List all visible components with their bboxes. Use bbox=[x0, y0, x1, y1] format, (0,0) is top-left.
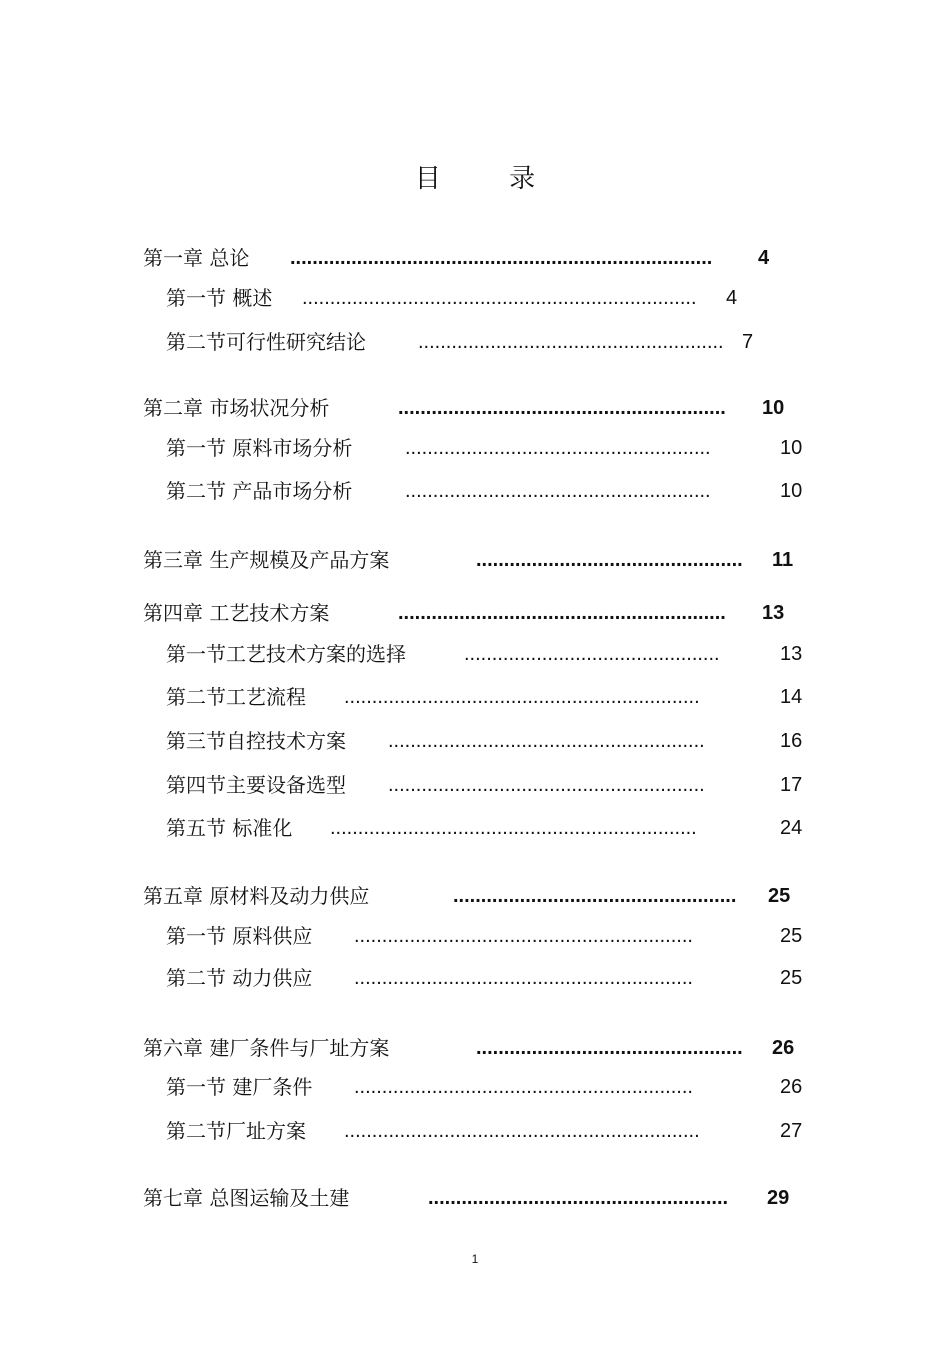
toc-page-number: 25 bbox=[780, 925, 803, 947]
toc-page-number: 10 bbox=[780, 437, 803, 459]
toc-leader-dots: ......................................................... bbox=[388, 730, 705, 752]
toc-entry-title: 第一节 原料市场分析 bbox=[166, 436, 353, 460]
toc-entry-title: 第一节 概述 bbox=[166, 286, 273, 310]
toc-section bbox=[166, 1117, 806, 1145]
toc-section bbox=[166, 727, 806, 755]
toc-leader-dots: ....................................................... bbox=[418, 331, 724, 353]
toc-leader-dots: ............................................................. bbox=[354, 925, 693, 947]
toc-chapter bbox=[143, 394, 803, 422]
toc-leader-dots: .............................................. bbox=[464, 643, 720, 665]
toc-leader-dots: ................................................... bbox=[453, 885, 737, 907]
toc-entry-title: 第二节可行性研究结论 bbox=[166, 330, 366, 354]
toc-entry-title: 第五章 原材料及动力供应 bbox=[143, 884, 370, 908]
toc-page-number: 17 bbox=[780, 774, 803, 796]
toc-section bbox=[166, 640, 806, 668]
toc-entry-title: 第二节 动力供应 bbox=[166, 966, 313, 990]
toc-entry-title: 第一节工艺技术方案的选择 bbox=[166, 642, 406, 666]
toc-leader-dots: ................................................................ bbox=[344, 1120, 700, 1142]
toc-entry-title: 第五节 标准化 bbox=[166, 816, 293, 840]
page-number: 1 bbox=[471, 1252, 479, 1266]
toc-page-number: 10 bbox=[780, 480, 803, 502]
toc-page-number: 16 bbox=[780, 730, 803, 752]
toc-page-number: 7 bbox=[742, 331, 754, 353]
toc-leader-dots: ................................................................ bbox=[344, 686, 700, 708]
toc-page-number: 14 bbox=[780, 686, 803, 708]
toc-leader-dots: ............................................................. bbox=[354, 1076, 693, 1098]
toc-page-number: 29 bbox=[767, 1187, 790, 1209]
toc-section bbox=[166, 814, 806, 842]
toc-entry-title: 第二节工艺流程 bbox=[166, 685, 306, 709]
toc-entry-title: 第一节 原料供应 bbox=[166, 924, 313, 948]
toc-leader-dots: ....................................................... bbox=[405, 480, 711, 502]
toc-title: 目 录 bbox=[414, 164, 566, 194]
toc-section bbox=[166, 434, 806, 462]
toc-page-number: 13 bbox=[762, 602, 785, 624]
toc-entry-title: 第七章 总图运输及土建 bbox=[143, 1186, 350, 1210]
toc-page-number: 11 bbox=[772, 549, 794, 571]
toc-page-number: 4 bbox=[726, 287, 738, 309]
toc-leader-dots: ......................................................... bbox=[388, 774, 705, 796]
toc-section bbox=[166, 1073, 806, 1101]
toc-page-number: 26 bbox=[780, 1076, 803, 1098]
toc-leader-dots: ............................................................................ bbox=[290, 247, 713, 269]
toc-page-number: 25 bbox=[780, 967, 803, 989]
toc-leader-dots: ................................................ bbox=[476, 1037, 743, 1059]
toc-chapter bbox=[143, 244, 783, 272]
toc-section bbox=[166, 964, 806, 992]
toc-entry-title: 第二节 产品市场分析 bbox=[166, 479, 353, 503]
toc-entry-title: 第四章 工艺技术方案 bbox=[143, 601, 330, 625]
toc-leader-dots: ........................................................... bbox=[398, 602, 726, 624]
toc-entry-title: 第六章 建厂条件与厂址方案 bbox=[143, 1036, 390, 1060]
toc-section bbox=[166, 328, 786, 356]
toc-entry-title: 第三章 生产规模及产品方案 bbox=[143, 548, 390, 572]
toc-page-number: 26 bbox=[772, 1037, 795, 1059]
toc-chapter bbox=[143, 599, 803, 627]
toc-page-number: 10 bbox=[762, 397, 785, 419]
toc-section bbox=[166, 922, 806, 950]
toc-entry-title: 第二节厂址方案 bbox=[166, 1119, 306, 1143]
toc-leader-dots: ....................................................... bbox=[405, 437, 711, 459]
toc-page-number: 27 bbox=[780, 1120, 803, 1142]
toc-section bbox=[166, 683, 806, 711]
toc-leader-dots: ...................................................... bbox=[428, 1187, 729, 1209]
toc-section bbox=[166, 477, 806, 505]
toc-entry-title: 第三节自控技术方案 bbox=[166, 729, 346, 753]
toc-entry-title: 第一节 建厂条件 bbox=[166, 1075, 313, 1099]
toc-page-number: 25 bbox=[768, 885, 791, 907]
toc-page-number: 13 bbox=[780, 643, 803, 665]
toc-leader-dots: ............................................................. bbox=[354, 967, 693, 989]
toc-section bbox=[166, 284, 766, 312]
toc-section bbox=[166, 771, 806, 799]
toc-entry-title: 第四节主要设备选型 bbox=[166, 773, 346, 797]
toc-leader-dots: ................................................ bbox=[476, 549, 743, 571]
toc-leader-dots: ....................................................................... bbox=[302, 287, 697, 309]
toc-page-number: 24 bbox=[780, 817, 803, 839]
toc-chapter bbox=[143, 882, 803, 910]
toc-chapter bbox=[143, 1184, 803, 1212]
toc-entry-title: 第二章 市场状况分析 bbox=[143, 396, 330, 420]
toc-chapter bbox=[143, 1034, 803, 1062]
toc-leader-dots: ........................................................... bbox=[398, 397, 726, 419]
toc-chapter bbox=[143, 546, 803, 574]
toc-entry-title: 第一章 总论 bbox=[143, 246, 250, 270]
toc-leader-dots: .................................................................. bbox=[330, 817, 697, 839]
toc-page-number: 4 bbox=[758, 247, 770, 269]
